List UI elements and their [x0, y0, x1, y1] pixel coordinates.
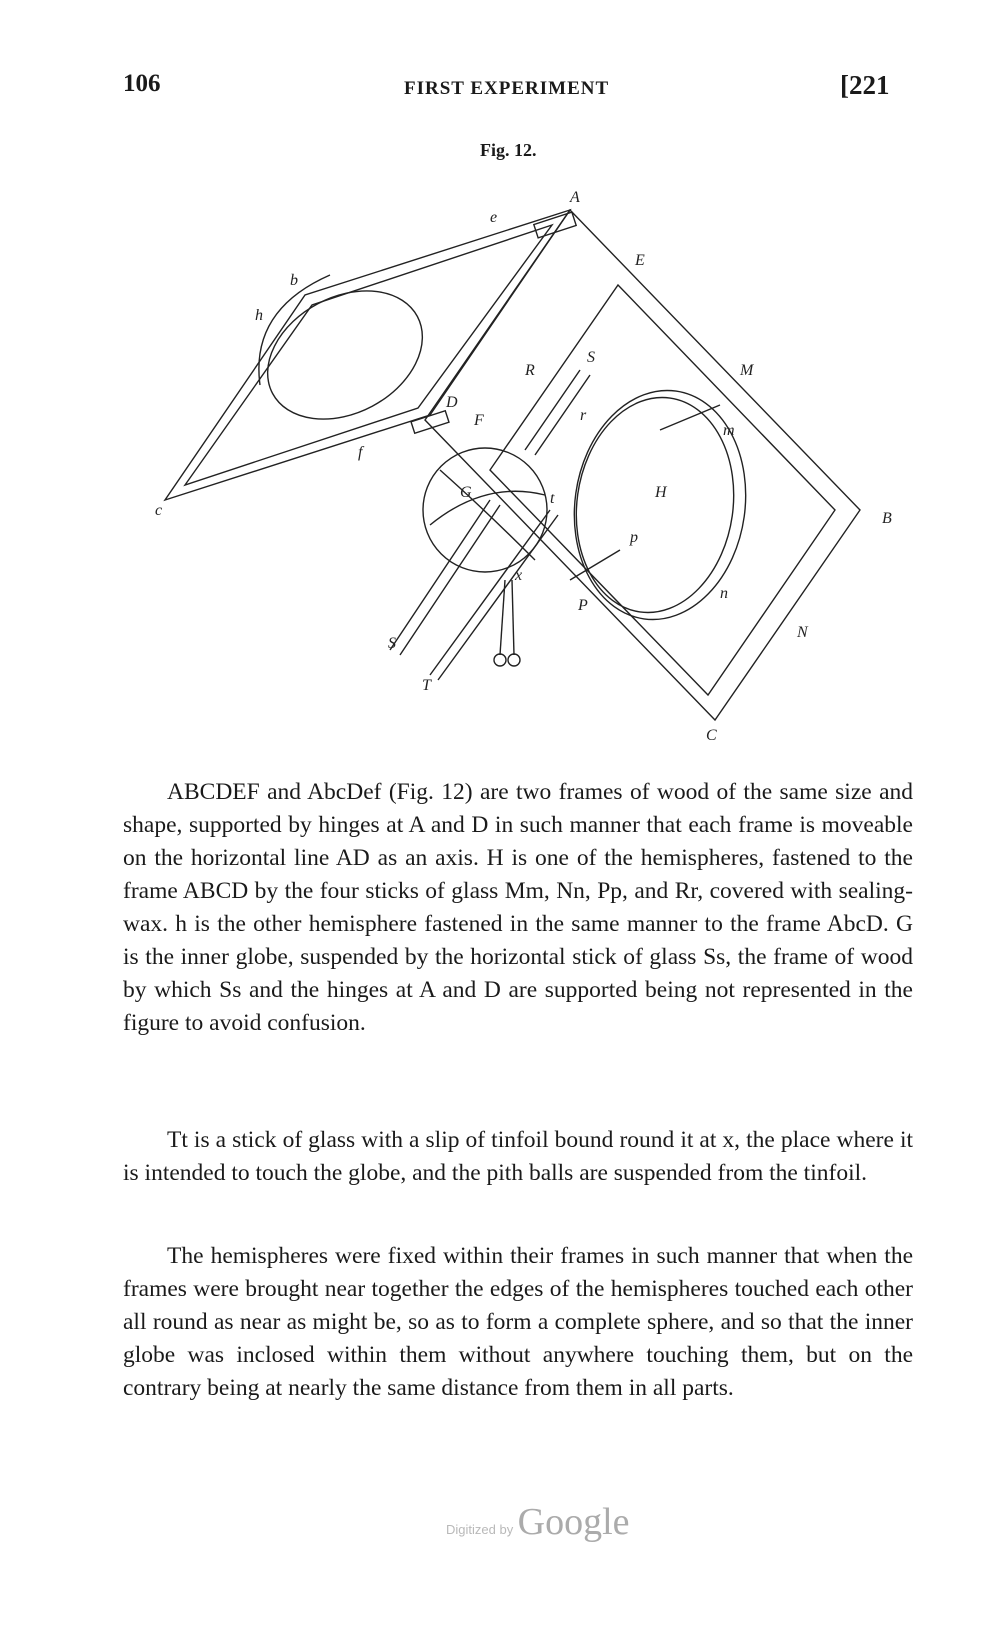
watermark-brand: Google: [517, 1501, 630, 1543]
label-b: b: [290, 272, 298, 289]
stick-Ss-edge: [400, 505, 500, 655]
label-D: D: [446, 394, 458, 411]
label-p: p: [630, 529, 638, 546]
label-H: H: [655, 484, 667, 501]
label-N: N: [797, 624, 808, 641]
apparatus-drawing: [140, 180, 920, 780]
label-A: A: [570, 189, 580, 206]
label-R: R: [525, 362, 535, 379]
digitized-watermark: [446, 1500, 630, 1544]
label-E: E: [635, 252, 645, 269]
stick-Pp: [570, 550, 620, 580]
paragraph-3: [123, 1240, 913, 1405]
frame-abcd-outer: [165, 210, 570, 500]
label-G: G: [460, 484, 472, 501]
hemisphere-h: [245, 265, 444, 444]
label-F: F: [474, 412, 484, 429]
paragraph-1: [123, 776, 913, 1040]
stick-Tt: [430, 510, 550, 675]
globe-meridian: [440, 470, 535, 560]
section-number: [221: [840, 70, 890, 100]
figure-12-diagram: [140, 180, 920, 780]
paragraph-2: [123, 1124, 913, 1190]
running-title: FIRST EXPERIMENT: [404, 78, 610, 99]
pith-ball-1: [494, 654, 506, 666]
label-s: S: [388, 635, 396, 652]
figure-caption: Fig. 12.: [480, 140, 537, 160]
label-B: B: [882, 510, 892, 527]
paragraph-2-text: Tt is a stick of glass with a slip of tinfoil bound round it at x, the place where it is intended to touch the globe, and the pith balls are suspended from the tinfoil.: [123, 1127, 913, 1186]
label-x: x: [515, 567, 523, 584]
paragraph-1-text: ABCDEF and AbcDef (Fig. 12) are two frames of wood of the same size and shape, supported by hinges at A and D in such manner that each frame is moveable on the horizontal line AD as an axis. H is one of the hemispheres, fastened to the frame ABCD by the four sticks of glass Mm, Nn, Pp, and Rr, covered with sealing-wax. h is the other hemisphere fastened in the same manner to the frame AbcD. G is the inner globe, suspended by the horizontal stick of glass Ss, the frame of wood by which Ss and the hinges at A and D are supported being not represented in the figure to avoid confusion.: [123, 779, 913, 1036]
paragraph-3-text: The hemispheres were fixed within their frames in such manner that when the frames were brought near together the edges of the hemispheres touched each other all round as near as might be, so as to form a complete sphere, and so that the inner globe was inclosed within them without anywhere touching them, but on the contrary being at nearly the same distance from them in all parts.: [123, 1243, 913, 1401]
label-m: m: [723, 422, 735, 439]
hinge-a: [534, 212, 576, 238]
frame-abcd-right-outer: [425, 210, 860, 720]
label-h: h: [255, 307, 263, 324]
label-T: T: [422, 677, 431, 694]
label-r: r: [580, 407, 587, 424]
pith-ball-2: [508, 654, 520, 666]
label-S: S: [587, 349, 595, 366]
label-C: C: [706, 727, 717, 744]
label-f: f: [358, 444, 363, 461]
label-c: c: [155, 502, 163, 519]
watermark-prefix: Digitized by: [446, 1522, 514, 1537]
label-M: M: [740, 362, 754, 379]
thread-2: [512, 580, 514, 655]
hemisphere-H: [560, 379, 760, 630]
label-n: n: [720, 585, 728, 602]
label-P: P: [578, 597, 588, 614]
label-e: e: [490, 209, 498, 226]
label-t: t: [550, 490, 555, 507]
stick-Ss: [390, 500, 490, 650]
stick-Rr: [525, 370, 580, 450]
page-number: 106: [123, 70, 161, 97]
stick-Tt-edge: [438, 515, 558, 680]
stick-Mm: [660, 405, 720, 430]
frame-abcd-inner: [185, 225, 552, 485]
